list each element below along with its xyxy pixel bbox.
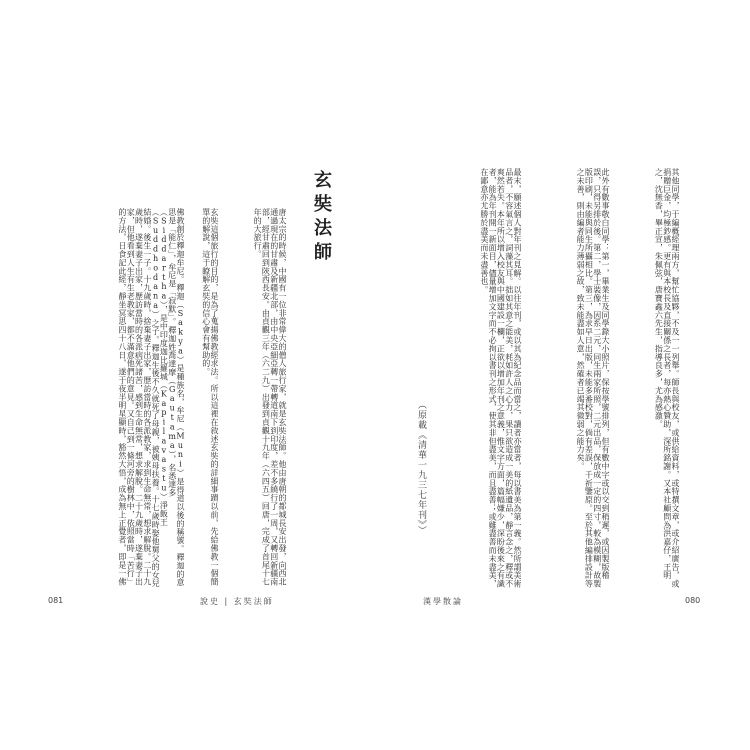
- running-head-right: 漢學散論: [423, 597, 463, 606]
- paragraph-1: 唐太宗的時候，中國有一位非常偉大的僧人旅行家，就是玄奘法師。他由唐朝的都城長安出發，向西北通過現在的甘肅及新疆北部，由中央亞細亞轉一帶轉道南下到印度，差不多繞行了一周，又轉回新疆南部，經甘肅回到陝西長安。由貞觀三年（六二九）出發到貞觀十九年（六四五）回唐，完成了首尾十七年的大旅行。: [253, 208, 287, 586]
- page-number-right: 080: [685, 596, 701, 605]
- paragraph-3: 最末，願述個人對年刊之見解。以往年刊，或以其為紀念品而當之，讀者亦當者，每以書美為第一義。然所謂美術品者，不容氣言之，詞藻其耳。拙如其意之能美，耗如許人之心力，果只欲造成一美的紙遺品，靜言念之，釋或不爽然若失。本年所以增入校友與中國建設一欄，正欲以增加年刊之意義，惟文字方面，篇幅嫌少，深盼後來之有識者，能為年刊開一新面目，儘量增加文字而不必拘以書刊之形式，使其非但盡美，而且盡善；或雖盡善而未盡美，在鄙意亦尤勝於盡美而未盡善也。: [479, 168, 522, 588]
- paragraph-2: 玄奘這個旅行的目的，是為了蒐揚佛教經求法。所以這裡在敘述玄奘的詳細事蹟以前，先給佛教一個簡單的解說，這于瞭解玄奘的信心會有幫助的。: [201, 208, 219, 586]
- running-head-left: 說史 | 玄奘法師: [200, 597, 274, 606]
- right-page: [375, 0, 750, 750]
- chapter-title: 玄奘法師: [311, 170, 332, 266]
- paragraph-3: 佛教創於釋迦牟尼。釋迦（Sakya）是種族名，牟尼（Muni）是得道以後的稱號。釋迦的意思是「能仁」，牟尼是「寂默」。釋迦姓喬達摩（Gautama），名悉達多（Siddartha），是中印度迦比羅城（Kapilavastu）淨飯王（Suddhodana）之子。釋迦生後不久就死了母親，被姨母扶養。十七歲時娶他舅父的女兒結婚。後生一子。十九歲時，捨棄妻子出家，歷訪當時的各派教家，求到生命無常，想求解脫。二十九歲時，遂棄妻子出家，歷訪當時的各派病死諸苦，感到生命無常，想求解脫。二十九歲時，遂棄妻子出家，但他看到人生有生老教家，都不滿意他們的意見。又自己到一條河旁的樹林中，依照當時「苦行」的方法，日食記此經，靜坐冥思四十八日，遂于夜半明星顯時，豁然大悟，成為無上正覺者，即是一佛: [117, 208, 185, 588]
- page-number-left: 081: [48, 596, 64, 605]
- paragraph-1: 其他同學，于編概經理兩方，幫忙協夥，不及一一列舉。師長與校友，或供給資料，或特撰文章，或介紹廣告，或捐贈巨金，均極鈔感。更有與本校長及直接關係之長者，每亦熱心贊助，深所銘謝。又本社顧問為洪嘉仔，王明之，沈無香，畢正宣，朱佩弦，唐寶鑫六先生，指導良多，尤為感激。: [654, 168, 680, 588]
- source-citation: （原載《清華一九三七年刊》）: [416, 400, 426, 536]
- paragraph-2: 此外有數事敬白同學：第一，畢業生及同學錄大小照片，保按學號排列，但有數中字或以交到稍遲，或因製版稽誤，只得另排於後。第二，學士裝像，因系二元，同生兩家所照，二元出品，保放成一定的四寸，較為模糊，故製版印刷，未能與同生所攝相比。第三，為求早日出版，未能多番校對，倘有差誤，千祈鑒原。至於其他編排設計等之未善，則由編者能力薄弱之故，致未能盡如人意，然確者已竭其微弱之能力矣。: [576, 168, 610, 588]
